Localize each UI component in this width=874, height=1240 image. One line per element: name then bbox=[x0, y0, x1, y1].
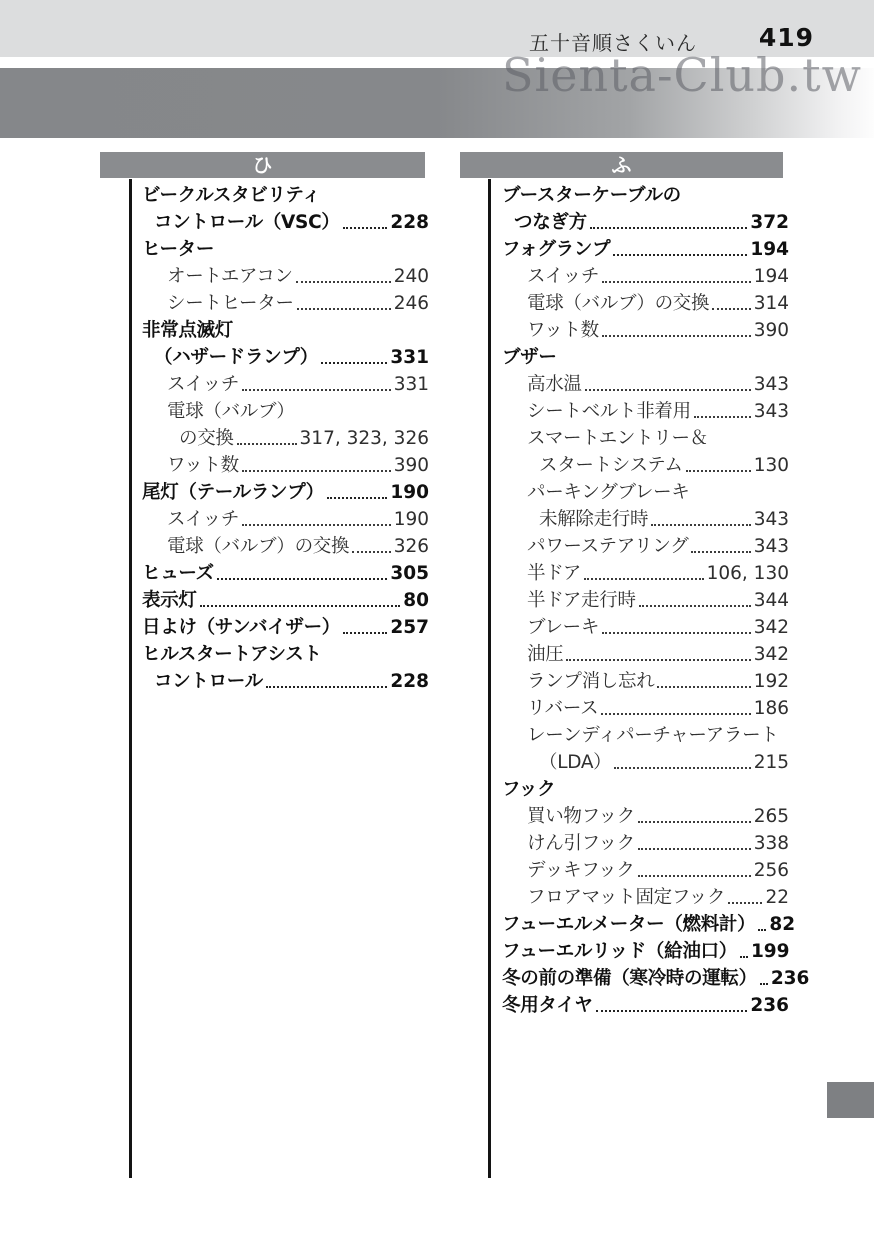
entry-text: ヒルスタートアシスト bbox=[142, 644, 322, 665]
index-entry bbox=[502, 911, 796, 938]
entry-page-number: 256 bbox=[753, 860, 789, 881]
entry-page-number: 343 bbox=[753, 401, 789, 422]
index-entry bbox=[142, 425, 429, 452]
index-entry bbox=[502, 533, 789, 560]
dot-leader bbox=[691, 551, 750, 553]
index-entry bbox=[502, 965, 810, 992]
dot-leader bbox=[602, 335, 751, 337]
dot-leader bbox=[638, 875, 751, 877]
entry-text: 表示灯 bbox=[142, 590, 197, 611]
entry-text: 非常点滅灯 bbox=[142, 320, 234, 341]
entry-text: 高水温 bbox=[527, 374, 582, 395]
entry-text: ブースターケーブルの bbox=[502, 185, 681, 206]
entry-page-number: 265 bbox=[753, 806, 789, 827]
index-entry bbox=[142, 236, 429, 263]
entry-page-number: 228 bbox=[390, 212, 429, 233]
entry-text: パーキングブレーキ bbox=[527, 482, 690, 503]
entry-page-number: 82 bbox=[769, 914, 796, 935]
dot-leader bbox=[694, 416, 751, 418]
entry-text: （ハザードランプ） bbox=[154, 347, 318, 368]
index-entry bbox=[502, 209, 789, 236]
entry-page-number: 331 bbox=[390, 347, 429, 368]
dot-leader bbox=[638, 848, 751, 850]
entry-text: パワーステアリング bbox=[527, 536, 689, 557]
index-entry bbox=[502, 344, 789, 371]
index-entry bbox=[502, 695, 789, 722]
entry-page-number: 246 bbox=[393, 293, 429, 314]
dot-leader bbox=[758, 929, 766, 931]
page-header-title: 五十音順さくいん bbox=[529, 31, 697, 55]
entry-text: ワット数 bbox=[527, 320, 599, 341]
entry-text: スイッチ bbox=[167, 509, 240, 530]
dot-leader bbox=[590, 227, 748, 229]
entry-text: （LDA） bbox=[539, 752, 612, 773]
index-entry bbox=[142, 533, 429, 560]
dot-leader bbox=[242, 470, 391, 472]
entry-page-number: 342 bbox=[753, 644, 789, 665]
dot-leader bbox=[296, 281, 391, 283]
entry-page-number: 342 bbox=[753, 617, 789, 638]
entry-text: つなぎ方 bbox=[514, 212, 587, 233]
entry-text: ブレーキ bbox=[527, 617, 600, 638]
dot-leader bbox=[686, 470, 751, 472]
entry-text: 半ドア走行時 bbox=[527, 590, 636, 611]
dot-leader bbox=[602, 632, 751, 634]
entry-page-number: 326 bbox=[393, 536, 429, 557]
dot-leader bbox=[237, 443, 297, 445]
entry-text: フューエルメーター（燃料計） bbox=[502, 914, 756, 935]
entry-text: けん引フック bbox=[527, 833, 635, 854]
index-entry bbox=[502, 479, 789, 506]
index-entry bbox=[502, 830, 789, 857]
dot-leader bbox=[760, 983, 768, 985]
entry-page-number: 343 bbox=[753, 374, 789, 395]
entry-text: シートベルト非着用 bbox=[527, 401, 691, 422]
index-entry bbox=[502, 857, 789, 884]
index-entry bbox=[502, 614, 789, 641]
dot-leader bbox=[639, 605, 751, 607]
dot-leader bbox=[200, 605, 401, 607]
entry-page-number: 317, 323, 326 bbox=[299, 428, 429, 449]
entry-text: ヒューズ bbox=[142, 563, 214, 584]
index-entry bbox=[142, 371, 429, 398]
entry-page-number: 390 bbox=[393, 455, 429, 476]
entry-text: ヒーター bbox=[142, 239, 215, 260]
dot-leader bbox=[657, 686, 750, 688]
entry-text: 半ドア bbox=[527, 563, 582, 584]
column-rule-left bbox=[129, 179, 132, 1178]
entry-text: ブザー bbox=[502, 347, 557, 368]
index-entry bbox=[502, 371, 789, 398]
entry-text: 油圧 bbox=[527, 644, 564, 665]
index-entry bbox=[502, 803, 789, 830]
entry-text: レーンディパーチャーアラート bbox=[527, 725, 779, 746]
index-entry bbox=[502, 776, 789, 803]
dot-leader bbox=[242, 389, 391, 391]
entry-text: フック bbox=[502, 779, 556, 800]
entry-text: フューエルリッド（給油口） bbox=[502, 941, 737, 962]
index-entry bbox=[502, 668, 789, 695]
index-entry bbox=[142, 344, 429, 371]
entry-page-number: 215 bbox=[753, 752, 789, 773]
entry-page-number: 190 bbox=[393, 509, 429, 530]
entry-page-number: 228 bbox=[390, 671, 429, 692]
index-entry bbox=[502, 938, 789, 965]
dot-leader bbox=[352, 551, 391, 553]
index-entry bbox=[142, 614, 429, 641]
dot-leader bbox=[266, 686, 388, 688]
entry-page-number: 192 bbox=[753, 671, 789, 692]
index-entry bbox=[502, 560, 789, 587]
index-column-fu bbox=[502, 182, 810, 1019]
index-entry bbox=[142, 506, 429, 533]
column-rule-right bbox=[488, 179, 491, 1178]
entry-text: ワット数 bbox=[167, 455, 239, 476]
index-entry bbox=[502, 263, 789, 290]
entry-text: 買い物フック bbox=[527, 806, 635, 827]
dot-leader bbox=[327, 497, 388, 499]
dot-leader bbox=[584, 578, 704, 580]
entry-page-number: 186 bbox=[753, 698, 789, 719]
entry-text: 電球（バルブ）の交換 bbox=[527, 293, 710, 314]
entry-text: 冬の前の準備（寒冷時の運転） bbox=[502, 968, 757, 989]
index-entry bbox=[142, 560, 429, 587]
dot-leader bbox=[602, 281, 751, 283]
entry-page-number: 331 bbox=[393, 374, 429, 395]
dot-leader bbox=[585, 389, 751, 391]
entry-page-number: 343 bbox=[753, 536, 789, 557]
entry-page-number: 236 bbox=[750, 995, 789, 1016]
entry-text: デッキフック bbox=[527, 860, 635, 881]
dot-leader bbox=[321, 362, 387, 364]
dot-leader bbox=[566, 659, 750, 661]
entry-page-number: 240 bbox=[393, 266, 429, 287]
index-entry bbox=[502, 425, 789, 452]
entry-text: リバース bbox=[527, 698, 599, 719]
index-entry bbox=[502, 884, 789, 911]
dot-leader bbox=[728, 902, 762, 904]
index-entry bbox=[142, 317, 429, 344]
index-entry bbox=[142, 641, 429, 668]
entry-text: フロアマット固定フック bbox=[527, 887, 726, 908]
index-entry bbox=[502, 641, 789, 668]
dot-leader bbox=[297, 308, 391, 310]
entry-page-number: 305 bbox=[390, 563, 429, 584]
page-edge-tab bbox=[827, 1082, 874, 1118]
index-entry bbox=[142, 587, 429, 614]
entry-page-number: 344 bbox=[753, 590, 789, 611]
entry-page-number: 194 bbox=[750, 239, 789, 260]
dot-leader bbox=[638, 821, 751, 823]
entry-text: 冬用タイヤ bbox=[502, 995, 593, 1016]
entry-page-number: 372 bbox=[750, 212, 789, 233]
index-entry bbox=[142, 209, 429, 236]
index-entry bbox=[502, 317, 789, 344]
index-entry bbox=[502, 992, 789, 1019]
dot-leader bbox=[613, 254, 747, 256]
dot-leader bbox=[217, 578, 387, 580]
entry-text: 電球（バルブ）の交換 bbox=[167, 536, 350, 557]
dot-leader bbox=[614, 767, 750, 769]
entry-text: 日よけ（サンバイザー） bbox=[142, 617, 340, 638]
entry-text: ランプ消し忘れ bbox=[527, 671, 655, 692]
index-entry bbox=[502, 290, 789, 317]
index-entry bbox=[502, 182, 789, 209]
dot-leader bbox=[242, 524, 391, 526]
index-entry bbox=[142, 182, 429, 209]
entry-text: コントロール bbox=[154, 671, 263, 692]
entry-text: の交換 bbox=[179, 428, 234, 449]
entry-text: スイッチ bbox=[167, 374, 240, 395]
dot-leader bbox=[601, 713, 750, 715]
index-entry bbox=[142, 263, 429, 290]
entry-page-number: 190 bbox=[390, 482, 429, 503]
index-entry bbox=[502, 452, 789, 479]
entry-text: スマートエントリー＆ bbox=[527, 428, 708, 449]
entry-text: 未解除走行時 bbox=[539, 509, 649, 530]
entry-page-number: 390 bbox=[753, 320, 789, 341]
entry-text: 尾灯（テールランプ） bbox=[142, 482, 324, 503]
index-entry bbox=[502, 506, 789, 533]
entry-page-number: 194 bbox=[753, 266, 789, 287]
index-entry bbox=[142, 398, 429, 425]
entry-text: ビークルスタビリティ bbox=[142, 185, 321, 206]
entry-text: コントロール（VSC） bbox=[154, 212, 340, 233]
dot-leader bbox=[596, 1010, 748, 1012]
dot-leader bbox=[651, 524, 750, 526]
index-entry bbox=[502, 398, 789, 425]
entry-page-number: 80 bbox=[403, 590, 429, 611]
dot-leader bbox=[343, 632, 387, 634]
index-entry bbox=[142, 290, 429, 317]
index-entry bbox=[502, 749, 789, 776]
section-header-fu: ふ bbox=[460, 152, 783, 178]
entry-page-number: 314 bbox=[753, 293, 789, 314]
entry-text: オートエアコン bbox=[167, 266, 293, 287]
section-header-hi: ひ bbox=[100, 152, 425, 178]
dot-leader bbox=[343, 227, 388, 229]
entry-text: スタートシステム bbox=[539, 455, 683, 476]
index-entry bbox=[142, 479, 429, 506]
entry-page-number: 130 bbox=[753, 455, 789, 476]
entry-page-number: 106, 130 bbox=[706, 563, 789, 584]
dot-leader bbox=[740, 956, 748, 958]
index-column-hi bbox=[142, 182, 429, 695]
index-entry bbox=[142, 452, 429, 479]
entry-page-number: 343 bbox=[753, 509, 789, 530]
index-entry bbox=[502, 722, 789, 749]
entry-page-number: 257 bbox=[390, 617, 429, 638]
entry-text: スイッチ bbox=[527, 266, 600, 287]
index-entry bbox=[502, 587, 789, 614]
entry-page-number: 199 bbox=[750, 941, 790, 962]
entry-text: フォグランプ bbox=[502, 239, 611, 260]
index-entry bbox=[142, 668, 429, 695]
entry-page-number: 338 bbox=[753, 833, 789, 854]
entry-text: 電球（バルブ） bbox=[167, 401, 295, 422]
watermark-text: Sienta-Club.tw bbox=[502, 48, 862, 102]
index-entry bbox=[502, 236, 789, 263]
dot-leader bbox=[712, 308, 751, 310]
entry-page-number: 236 bbox=[770, 968, 810, 989]
entry-text: シートヒーター bbox=[167, 293, 294, 314]
page-number: 419 bbox=[758, 23, 814, 52]
entry-page-number: 22 bbox=[765, 887, 789, 908]
